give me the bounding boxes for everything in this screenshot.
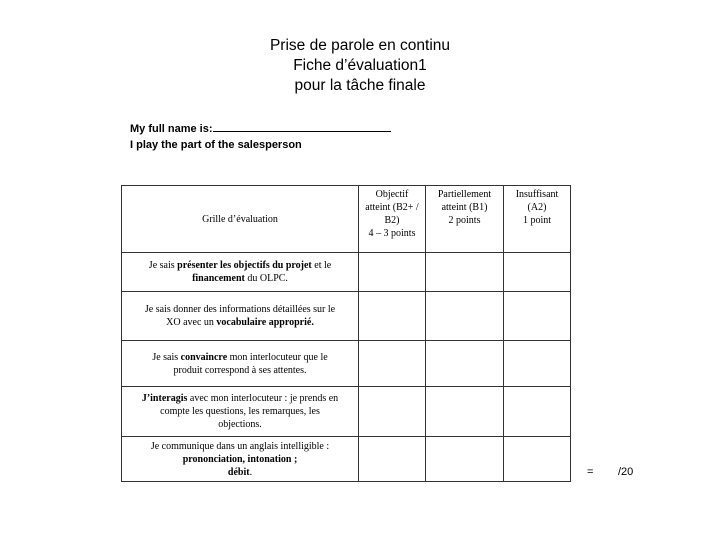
score-cell-partiellement[interactable]	[426, 341, 504, 387]
student-info	[130, 120, 391, 153]
criterion-text: et le	[311, 260, 332, 271]
title-line-3: pour la tâche finale	[294, 77, 426, 94]
column-header-line: (A2)	[527, 202, 547, 213]
score-cell-objectif[interactable]	[359, 253, 426, 292]
score-cell-objectif[interactable]	[359, 341, 426, 387]
score-cell-insuffisant[interactable]	[504, 292, 571, 341]
table-row	[122, 387, 571, 437]
criterion-text: .	[249, 466, 253, 478]
evaluation-grid	[121, 185, 571, 482]
criterion-keyword: prononciation, intonation ;	[182, 453, 298, 465]
column-header-objectif	[359, 186, 426, 253]
role-line: I play the part of the salesperson	[130, 139, 302, 151]
criterion-text: compte les questions, les remarques, les	[160, 406, 320, 417]
criterion-text: Je sais	[152, 351, 181, 363]
criterion-text: du OLPC.	[244, 273, 288, 284]
criterion-text: mon interlocuteur que le	[227, 351, 328, 363]
column-header-line: Insuffisant	[515, 189, 559, 200]
criterion-informations	[122, 292, 359, 341]
criterion-interagir	[122, 387, 359, 437]
criterion-text: Je communique dans un anglais intelligible :	[150, 440, 330, 452]
title-line-1: Prise de parole en continu	[269, 37, 451, 54]
criterion-text: XO avec un	[166, 317, 217, 328]
column-header-line: 4 – 3 points	[368, 228, 416, 239]
score-cell-partiellement[interactable]	[426, 437, 504, 482]
criterion-keyword: convaincre	[180, 351, 228, 363]
criterion-text: avec mon interlocuteur : je prends en	[187, 393, 339, 404]
page-title	[0, 36, 720, 96]
score-cell-insuffisant[interactable]	[504, 253, 571, 292]
column-header-line: atteint (B2+ /	[365, 202, 419, 213]
column-header-line: 2 points	[448, 215, 481, 226]
score-cell-insuffisant[interactable]	[504, 437, 571, 482]
table-row	[122, 253, 571, 292]
criterion-keyword: vocabulaire approprié.	[216, 317, 314, 328]
criterion-presenter	[122, 253, 359, 292]
table-row	[122, 292, 571, 341]
score-total: /20	[618, 466, 634, 478]
table-row	[122, 341, 571, 387]
criterion-keyword: débit	[227, 466, 250, 478]
criterion-communiquer	[122, 437, 359, 482]
grid-header-label: Grille d’évaluation	[122, 186, 359, 253]
column-header-partiellement	[426, 186, 504, 253]
column-header-line: B2)	[384, 215, 400, 226]
criterion-text: Je sais	[148, 260, 178, 271]
score-cell-objectif[interactable]	[359, 292, 426, 341]
score-equals-sign: =	[587, 466, 594, 478]
column-header-insuffisant	[504, 186, 571, 253]
criterion-keyword: financement	[192, 273, 245, 284]
criterion-keyword: J’interagis	[141, 393, 188, 404]
score-cell-insuffisant[interactable]	[504, 341, 571, 387]
score-cell-insuffisant[interactable]	[504, 387, 571, 437]
score-cell-partiellement[interactable]	[426, 387, 504, 437]
name-blank-field[interactable]	[213, 120, 391, 132]
criterion-convaincre	[122, 341, 359, 387]
score-cell-partiellement[interactable]	[426, 253, 504, 292]
criterion-keyword: présenter les objectifs du projet	[177, 260, 312, 271]
score-cell-objectif[interactable]	[359, 437, 426, 482]
table-row	[122, 437, 571, 482]
column-header-line: Objectif	[375, 189, 409, 200]
title-line-2: Fiche d’évaluation1	[293, 57, 427, 74]
column-header-line: atteint (B1)	[441, 202, 488, 213]
column-header-line: Partiellement	[437, 189, 492, 200]
column-header-line: 1 point	[522, 215, 552, 226]
name-label: My full name is:	[130, 123, 213, 135]
criterion-text: objections.	[218, 419, 262, 430]
criterion-text: Je sais donner des informations détaillées sur le	[144, 304, 336, 315]
grid-header-row	[122, 186, 571, 253]
name-line	[130, 120, 391, 137]
criterion-text: produit correspond à ses attentes.	[173, 364, 307, 376]
score-cell-partiellement[interactable]	[426, 292, 504, 341]
score-cell-objectif[interactable]	[359, 387, 426, 437]
